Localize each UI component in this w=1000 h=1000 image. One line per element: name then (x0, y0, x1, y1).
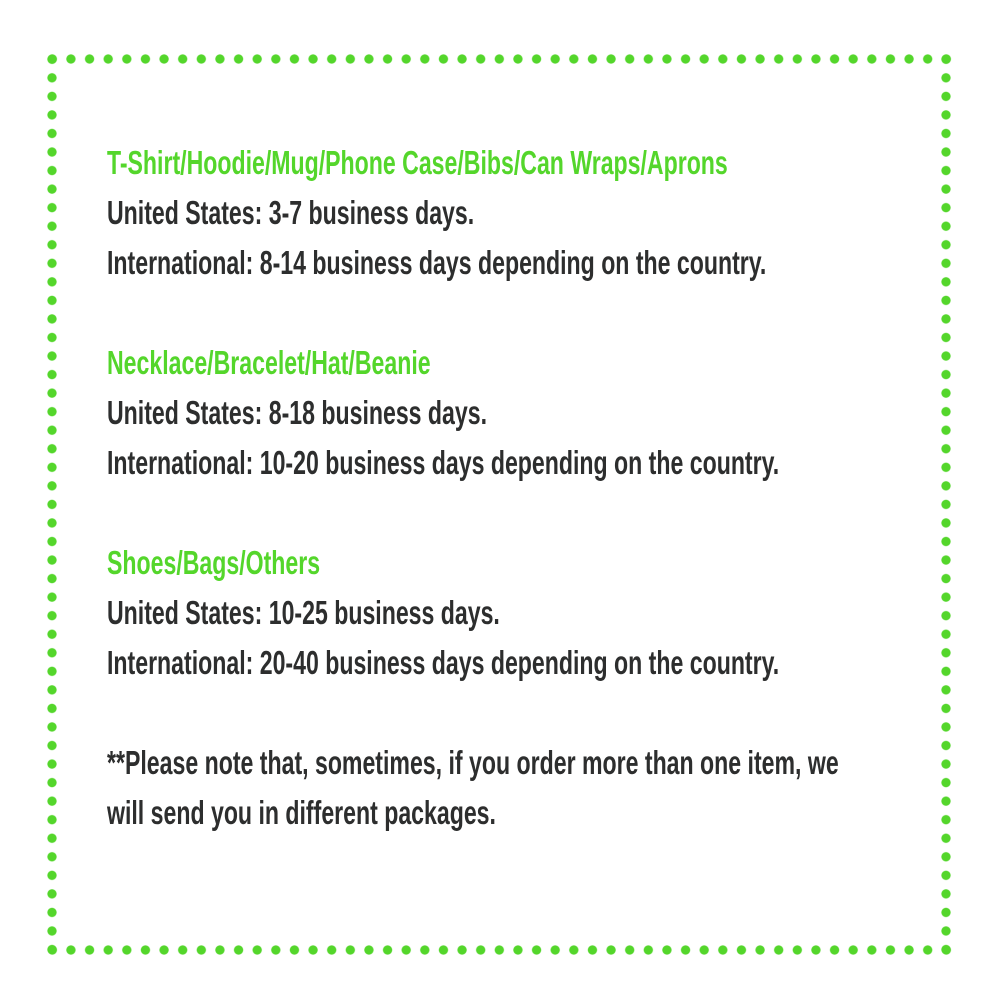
shipping-info-content (107, 138, 1000, 838)
note-line: **Please note that, sometimes, if you order more than one item, we (107, 744, 839, 781)
shipping-line: International: 10-20 business days depending on the country. (107, 444, 780, 481)
dotted-border-top (43, 53, 956, 65)
packages-note (107, 738, 1000, 838)
shipping-section (107, 338, 1000, 488)
shipping-line: United States: 8-18 business days. (107, 394, 488, 431)
shipping-line: International: 8-14 business days depending on the country. (107, 244, 767, 281)
shipping-section (107, 138, 1000, 288)
shipping-section (107, 538, 1000, 688)
dotted-border-left (46, 50, 58, 959)
dotted-border-bottom (43, 944, 956, 956)
section-heading: Shoes/Bags/Others (107, 544, 321, 581)
shipping-line: United States: 10-25 business days. (107, 594, 500, 631)
section-heading: Necklace/Bracelet/Hat/Beanie (107, 344, 431, 381)
section-heading: T-Shirt/Hoodie/Mug/Phone Case/Bibs/Can Wraps/Aprons (107, 144, 728, 181)
shipping-line: United States: 3-7 business days. (107, 194, 475, 231)
note-line: will send you in different packages. (107, 794, 496, 831)
shipping-line: International: 20-40 business days depending on the country. (107, 644, 780, 681)
